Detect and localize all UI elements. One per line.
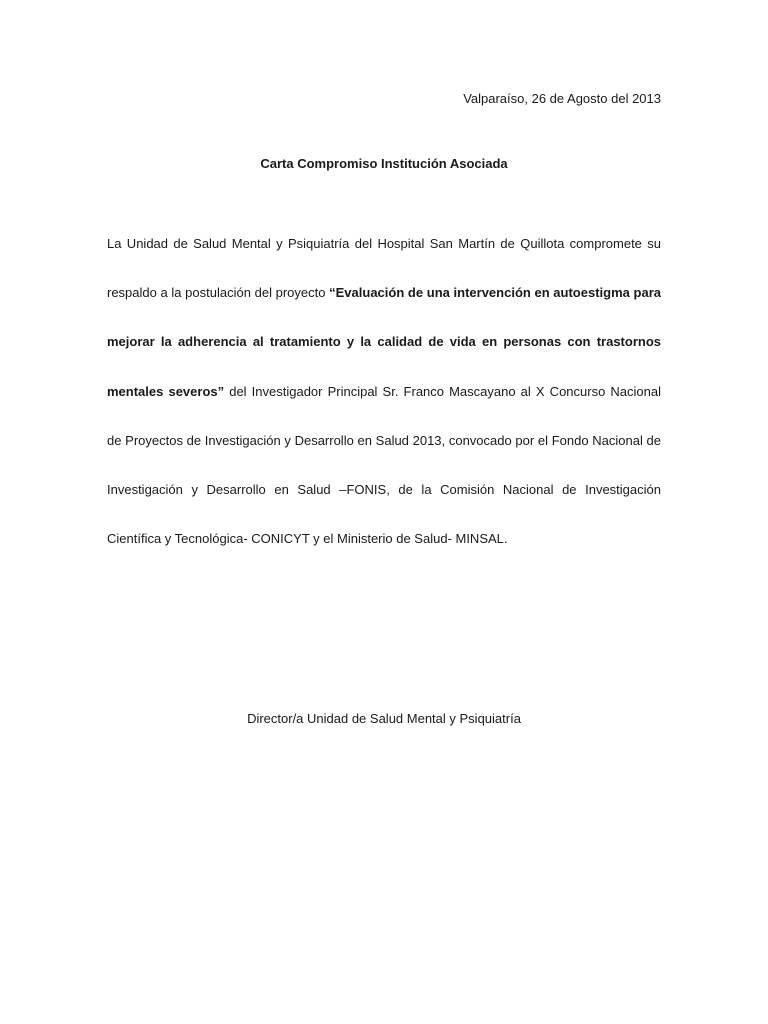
body-rest: del Investigador Principal Sr. Franco Mascayano al X Concurso Nacional de Proyectos de Investigación y Desarrollo en Salud 2013, convocado por el Fondo Nacional de Investigación y Desarrollo en Salud –FONIS, de la Comisión Nacional de Investigación Científica y Tecnológica- CONICYT y el Ministerio de Salud- MINSAL. xyxy=(107,383,661,547)
letter-title: Carta Compromiso Institución Asociada xyxy=(260,156,508,171)
body-intro: La Unidad de Salud Mental y Psiquiatría del Hospital San Martín de Quillota compromete su respaldo a la postulación del proyecto xyxy=(107,236,661,301)
letter-body xyxy=(107,219,661,563)
project-title: “Evaluación de una intervención en autoestigma para mejorar la adherencia al tratamiento y la calidad de vida en personas con trastornos mentales severos” xyxy=(107,285,661,399)
date-line: Valparaíso, 26 de Agosto del 2013 xyxy=(463,91,661,106)
signature-line: Director/a Unidad de Salud Mental y Psiquiatría xyxy=(247,711,521,726)
